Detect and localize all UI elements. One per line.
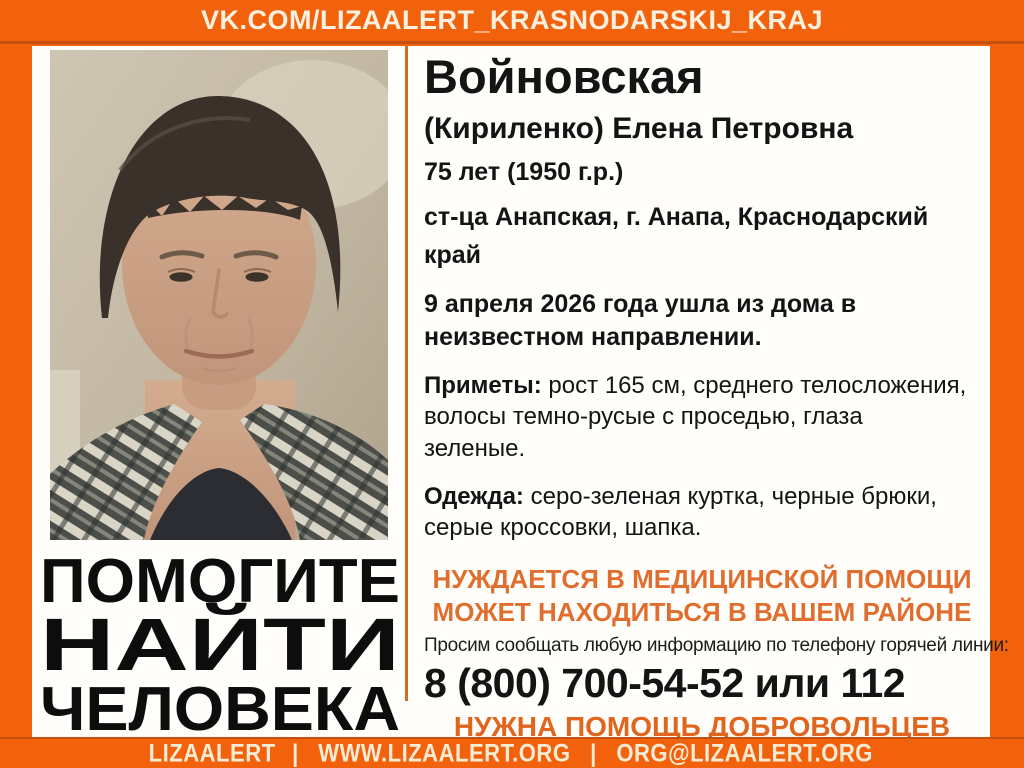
slogan-line-2: НАЙТИ: [40, 603, 299, 686]
footer-banner: [0, 737, 1024, 768]
footer-separator-2: |: [589, 738, 597, 767]
poster-sheet: [32, 46, 1009, 742]
clothes-text: серо-зеленая куртка, черные брюки, серые кроссовки, шапка.: [424, 482, 937, 541]
column-divider: [405, 46, 408, 701]
clothes-paragraph: [424, 481, 969, 543]
hotline-phone: 8 (800) 700-54-52 или 112: [424, 659, 906, 706]
disappearance-circumstances: 9 апреля 2026 года ушла из дома в неизвестном направлении.: [424, 290, 857, 351]
person-age: 75 лет (1950 г.р.): [424, 158, 624, 187]
missing-person-photo: [50, 50, 388, 540]
medical-alert-line-1: НУЖДАЕТСЯ В МЕДИЦИНСКОЙ ПОМОЩИ: [432, 564, 972, 595]
footer-separator-1: |: [292, 738, 299, 767]
signs-label: Приметы:: [424, 372, 542, 400]
portrait-illustration: [50, 50, 388, 540]
top-banner: [0, 0, 1024, 44]
person-location: ст-ца Анапская, г. Анапа, Краснодарский край: [424, 203, 929, 269]
hotline-note: Просим сообщать любую информацию по телефону горячей линии:: [424, 634, 1009, 656]
person-fullname: (Кириленко) Елена Петровна: [424, 111, 854, 145]
vk-url-text: VK.COM/LIZAALERT_KRASNODARSKIJ_KRAJ: [200, 5, 824, 35]
clothes-label: Одежда:: [424, 482, 524, 510]
medical-alert-line-2: МОЖЕТ НАХОДИТЬСЯ В ВАШЕМ РАЙОНЕ: [432, 596, 972, 627]
footer-email: ORG@LIZAALERT.ORG: [616, 738, 873, 767]
signs-paragraph: [424, 370, 969, 464]
help-find-slogan: [36, 546, 404, 734]
person-details: [424, 50, 1009, 743]
footer-website: WWW.LIZAALERT.ORG: [318, 738, 571, 767]
slogan-line-1: ПОМОГИТЕ: [40, 547, 400, 616]
slogan-line-3: ЧЕЛОВЕКА: [40, 675, 400, 734]
person-surname: Войновская: [424, 50, 704, 103]
signs-text: рост 165 см, среднего телосложения, волосы темно-русые с проседью, глаза зеленые.: [424, 372, 967, 462]
volunteers-alert: НУЖНА ПОМОЩЬ ДОБРОВОЛЬЦЕВ: [453, 710, 951, 742]
footer-org-name: LIZAALERT: [148, 738, 276, 767]
